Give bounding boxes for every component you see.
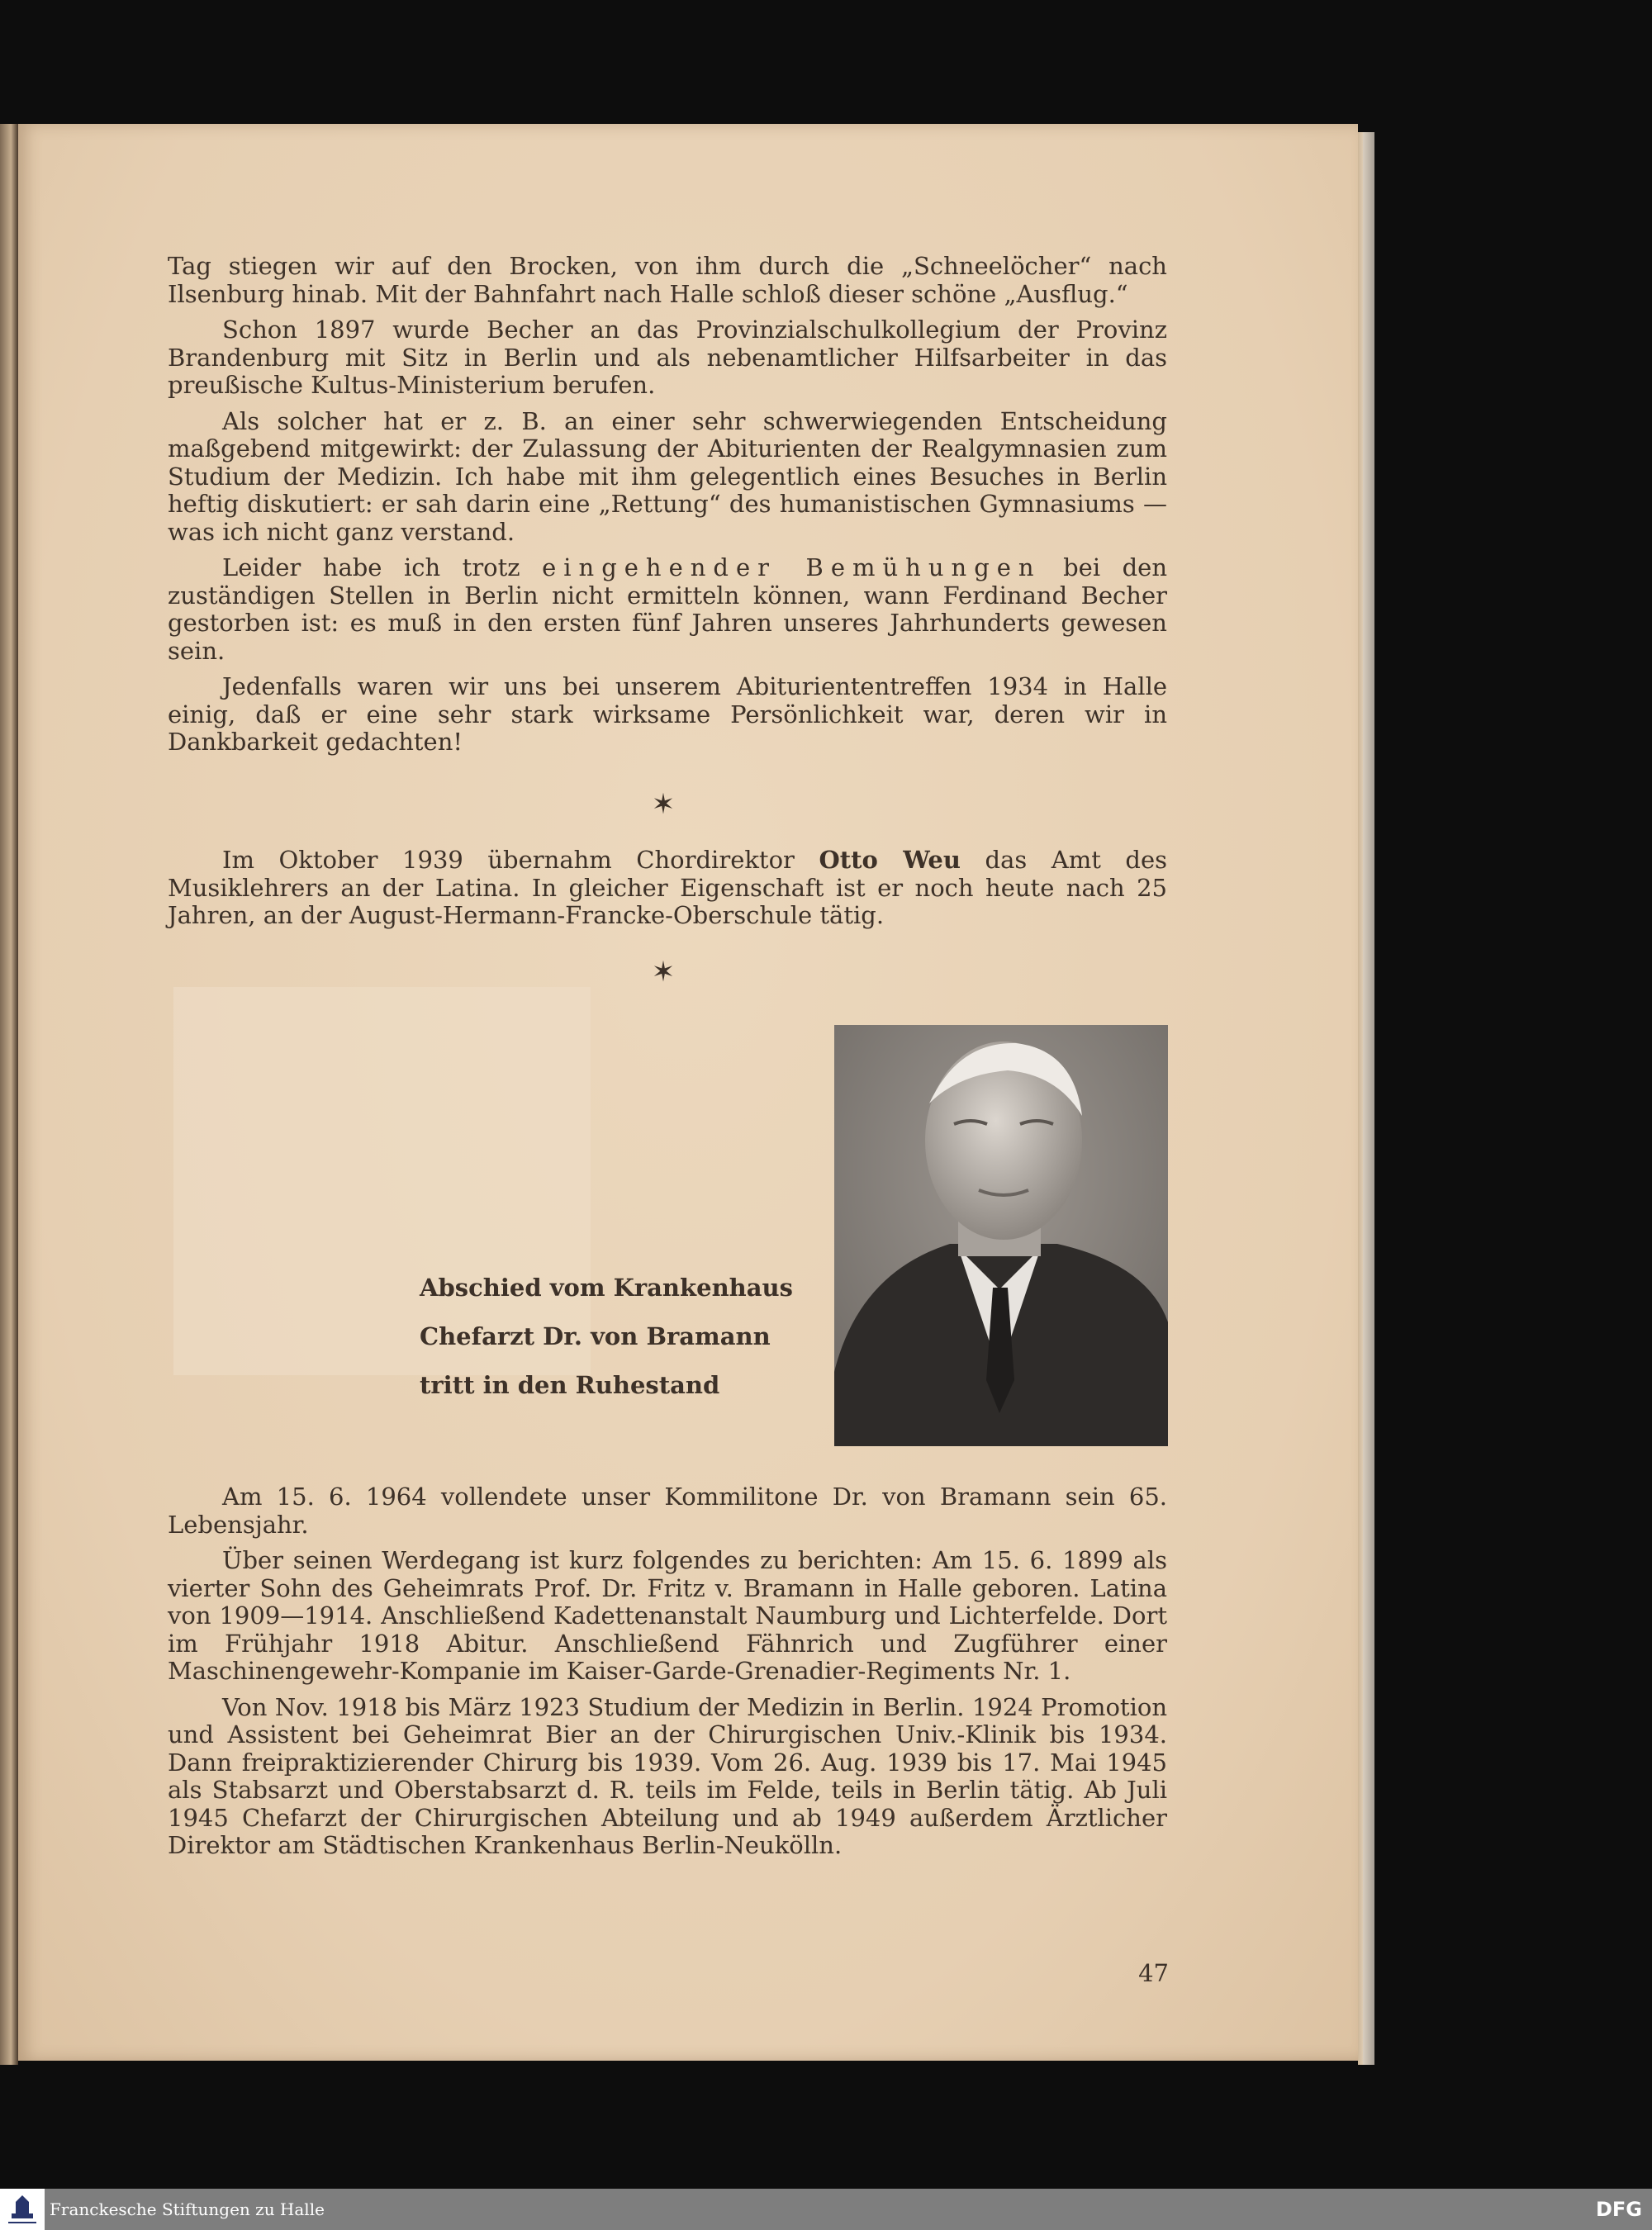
paragraph: Am 15. 6. 1964 vollendete unser Kommilitone Dr. von Bramann sein 65. Lebensjahr.	[168, 1483, 1167, 1539]
article-headline	[420, 1264, 808, 1410]
paragraph: Über seinen Werdegang ist kurz folgendes zu berichten: Am 15. 6. 1899 als vierter Sohn des Geheimrats Prof. Dr. Fritz v. Bramann in Halle geboren. Latina von 1909—1914. Anschließend Kadettenanstalt Naumburg und Lichterfelde. Dort im Frühjahr 1918 Abitur. Anschließend Fähnrich und Zugführer einer Maschinengewehr-Kompanie im Kaiser-Garde-Grenadier-Regiments Nr. 1.	[168, 1546, 1167, 1685]
page-number: 47	[1138, 1959, 1169, 1987]
article-bramann	[168, 1483, 1167, 1868]
footer-bar	[0, 2189, 1652, 2230]
headline-line: Chefarzt Dr. von Bramann	[420, 1322, 771, 1350]
headline-line: tritt in den Ruhestand	[420, 1371, 720, 1399]
text-segment: das Amt des Musiklehrers an der Latina. In gleicher Eigenschaft ist er noch heute nach 25 Jahren, an der August-Hermann-Francke-Oberschule tätig.	[168, 846, 1167, 929]
article-otto-weu	[168, 847, 1167, 938]
building-icon	[0, 2189, 45, 2230]
text-segment: Leider habe ich trotz	[222, 553, 543, 581]
text-segment: bei den zuständigen Stellen in Berlin nicht ermitteln können, wann Ferdinand Becher gestorben ist: es muß in den ersten fünf Jahren unseres Jahrhunderts gewesen sein.	[168, 553, 1168, 665]
paragraph	[168, 554, 1167, 665]
paragraph: Als solcher hat er z. B. an einer sehr schwerwiegenden Entscheidung maßgebend mitgewirkt: der Zulassung der Abiturienten der Realgymnasien zum Studium der Medizin. Ich habe mit ihm gelegentlich eines Besuches in Berlin heftig diskutiert: er sah darin eine „Rettung“ des humanistischen Gymnasiums — was ich nicht ganz verstand.	[168, 406, 1167, 546]
section-separator-star: ✶	[651, 956, 676, 989]
portrait-photo	[834, 1025, 1168, 1446]
paragraph: Tag stiegen wir auf den Brocken, von ihm durch die „Schneelöcher“ nach Ilsenburg hinab. Mit der Bahnfahrt nach Halle schloß dieser schöne „Ausflug.“	[168, 252, 1167, 308]
institution-name: Franckesche Stiftungen zu Halle	[50, 2199, 325, 2219]
paragraph: Jedenfalls waren wir uns bei unserem Abituriententreffen 1934 in Halle einig, daß er eine sehr stark wirksame Persönlichkeit war, deren wir in Dankbarkeit gedachten!	[168, 672, 1167, 756]
paragraph: Von Nov. 1918 bis März 1923 Studium der Medizin in Berlin. 1924 Promotion und Assistent bei Geheimrat Bier an der Chirurgischen Univ.-Klinik bis 1934. Dann freipraktizierender Chirurg bis 1939. Vom 26. Aug. 1939 bis 17. Mai 1945 als Stabsarzt und Oberstabsarzt d. R. teils im Felde, teils in Berlin tätig. Ab Juli 1945 Chefarzt der Chirurgischen Abteilung und ab 1949 außerdem Ärztlicher Direktor am Städtischen Krankenhaus Berlin-Neukölln.	[168, 1692, 1167, 1859]
portrait-photo-graphic	[834, 1025, 1168, 1446]
section-separator-star: ✶	[651, 788, 676, 821]
article-ferdinand-becher	[168, 253, 1167, 765]
headline-line: Abschied vom Krankenhaus	[420, 1274, 793, 1302]
spaced-emphasis: eingehender Bemühungen	[542, 553, 1042, 581]
institution-logo[interactable]	[0, 2189, 45, 2230]
person-name: Otto Weu	[819, 846, 961, 874]
cover-edge	[1363, 132, 1374, 2065]
text-segment: Im Oktober 1939 übernahm Chordirektor	[222, 846, 819, 874]
paragraph	[168, 847, 1167, 930]
left-page-edge	[0, 124, 18, 2065]
dfg-logo: DFG	[1595, 2198, 1642, 2221]
paragraph: Schon 1897 wurde Becher an das Provinzialschulkollegium der Provinz Brandenburg mit Sitz in Berlin und als nebenamtlicher Hilfsarbeiter in das preußische Kultus-Ministerium berufen.	[168, 316, 1167, 399]
